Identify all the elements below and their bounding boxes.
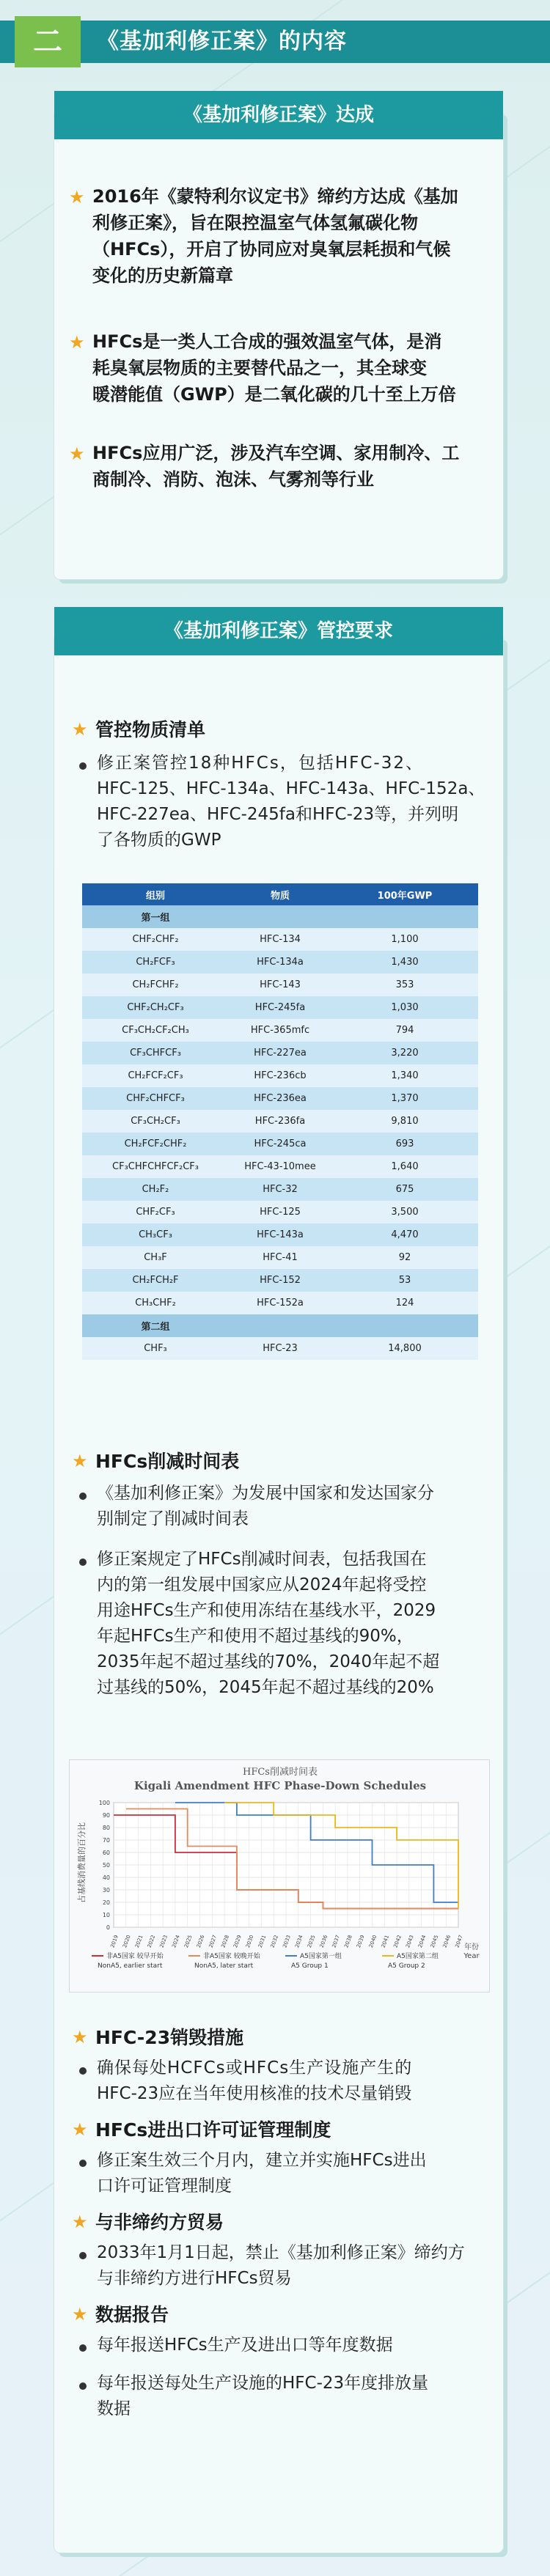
legend-label-en: NonA5, earlier start bbox=[98, 1962, 163, 1970]
table-row bbox=[82, 1337, 478, 1360]
substance-cell: HFC-152 bbox=[229, 1269, 331, 1292]
substance-cell: HFC-143a bbox=[229, 1223, 331, 1246]
star-icon: ★ bbox=[72, 2212, 88, 2232]
x-tick-label: 2023 bbox=[158, 1934, 169, 1949]
agreement-banner bbox=[54, 91, 503, 139]
line: 与非缔约方进行HFCs贸易 bbox=[97, 2269, 292, 2288]
substance-cell: HFC-32 bbox=[229, 1178, 331, 1201]
formula-cell: CF₃CH₂CF₃ bbox=[82, 1110, 229, 1133]
bullet-dot bbox=[79, 2252, 87, 2259]
gwp-cell: 1,640 bbox=[331, 1155, 478, 1178]
table-row bbox=[82, 928, 478, 951]
table-row bbox=[82, 1019, 478, 1042]
formula-cell: CH₂FCF₂CHF₂ bbox=[82, 1133, 229, 1155]
control-banner-title: 《基加利修正案》管控要求 bbox=[164, 620, 393, 642]
substance-cell: HFC-125 bbox=[229, 1201, 331, 1223]
gwp-cell: 1,430 bbox=[331, 951, 478, 974]
formula-cell: CHF₃ bbox=[82, 1337, 229, 1360]
report-item-1: 每年报送HFCs生产及进出口等年度数据 bbox=[97, 2336, 393, 2355]
line: 变化的历史新篇章 bbox=[92, 265, 233, 286]
line: 用途HFCs生产和使用冻结在基线水平，2029 bbox=[97, 1601, 436, 1620]
y-tick-label: 30 bbox=[102, 1887, 110, 1894]
formula-cell: CF₃CHFCHFCF₂CF₃ bbox=[82, 1155, 229, 1178]
x-tick-label: 2040 bbox=[367, 1934, 378, 1949]
y-tick-label: 60 bbox=[102, 1850, 110, 1856]
x-tick-label: 2039 bbox=[356, 1934, 366, 1949]
gwp-cell: 4,470 bbox=[331, 1223, 478, 1246]
line: 修正案管控18种HFCs，包括HFC-32、 bbox=[97, 754, 424, 773]
line: 每年报送每处生产设施的HFC-23年度排放量 bbox=[97, 2374, 429, 2393]
formula-cell: CH₃F bbox=[82, 1246, 229, 1269]
x-tick-label: 2044 bbox=[417, 1934, 428, 1949]
x-tick-label: 2035 bbox=[306, 1934, 317, 1949]
report-item-2 bbox=[97, 2371, 485, 2422]
star-icon: ★ bbox=[72, 2119, 88, 2140]
col-substance: 物质 bbox=[229, 883, 331, 905]
x-tick-label: 2019 bbox=[109, 1934, 120, 1949]
y-tick-label: 80 bbox=[102, 1825, 110, 1831]
line: HFC-227ea、HFC-245fa和HFC-23等，并列明 bbox=[97, 805, 459, 824]
y-tick-label: 90 bbox=[102, 1812, 110, 1819]
table-row bbox=[82, 1246, 478, 1269]
x-tick-label: 2027 bbox=[208, 1934, 219, 1949]
x-tick-label: 2021 bbox=[133, 1934, 144, 1949]
gwp-cell: 92 bbox=[331, 1246, 478, 1269]
substance-cell: HFC-365mfc bbox=[229, 1019, 331, 1042]
x-tick-label: 2031 bbox=[257, 1934, 268, 1949]
formula-cell: CH₂FCHF₂ bbox=[82, 974, 229, 996]
gwp-cell: 353 bbox=[331, 974, 478, 996]
line: （HFCs），开启了协同应对臭氧层耗损和气候 bbox=[92, 239, 451, 260]
formula-cell: CH₃CF₃ bbox=[82, 1223, 229, 1246]
y-tick-label: 40 bbox=[102, 1874, 110, 1881]
formula-cell: CHF₂CHF₂ bbox=[82, 928, 229, 951]
table-row bbox=[82, 1223, 478, 1246]
x-tick-label: 2037 bbox=[331, 1934, 342, 1949]
star-icon: ★ bbox=[72, 2304, 88, 2325]
line: 耗臭氧层物质的主要替代品之一，其全球变 bbox=[92, 358, 427, 378]
bullet-dot bbox=[79, 2067, 87, 2075]
phasedown-text-2 bbox=[97, 1547, 485, 1701]
x-tick-label: 2032 bbox=[269, 1934, 280, 1949]
table-row bbox=[82, 1269, 478, 1292]
substance-cell: HFC-236cb bbox=[229, 1064, 331, 1087]
formula-cell: CH₂F₂ bbox=[82, 1178, 229, 1201]
gwp-cell: 3,220 bbox=[331, 1042, 478, 1064]
substance-cell: HFC-236ea bbox=[229, 1087, 331, 1110]
formula-cell: CH₂FCH₂F bbox=[82, 1269, 229, 1292]
table-row bbox=[82, 1087, 478, 1110]
gwp-cell: 1,340 bbox=[331, 1064, 478, 1087]
x-tick-label: 2026 bbox=[195, 1934, 206, 1949]
substance-cell: HFC-236fa bbox=[229, 1110, 331, 1133]
line: 年起HFCs生产和使用不超过基线的90%， bbox=[97, 1627, 414, 1646]
table-row bbox=[82, 1201, 478, 1223]
gwp-cell: 1,100 bbox=[331, 928, 478, 951]
x-tick-label: 2030 bbox=[244, 1934, 255, 1949]
phasedown-chart-svg bbox=[70, 1760, 491, 1993]
y-tick-label: 50 bbox=[102, 1862, 110, 1869]
hfc23-heading: HFC-23销毁措施 bbox=[95, 2027, 244, 2048]
formula-cell: CHF₂CF₃ bbox=[82, 1201, 229, 1223]
line: HFCs是一类人工合成的强效温室气体，是消 bbox=[92, 331, 442, 352]
star-icon: ★ bbox=[69, 444, 85, 464]
y-tick-label: 0 bbox=[106, 1924, 110, 1931]
substance-cell: HFC-245fa bbox=[229, 996, 331, 1019]
chart-xlabel-cn: 年份 bbox=[464, 1943, 479, 1951]
y-tick-label: 100 bbox=[98, 1800, 110, 1806]
group-row bbox=[82, 1314, 478, 1337]
report-heading: 数据报告 bbox=[95, 2304, 169, 2325]
trade-text bbox=[97, 2240, 485, 2292]
line: 暖潜能值（GWP）是二氧化碳的几十至上万倍 bbox=[92, 384, 456, 405]
gwp-cell: 1,370 bbox=[331, 1087, 478, 1110]
line: HFC-23应在当年使用核准的技术尽量销毁 bbox=[97, 2084, 412, 2103]
gwp-table bbox=[82, 883, 478, 1360]
phasedown-chart bbox=[69, 1759, 490, 1992]
line: 2033年1月1日起，禁止《基加利修正案》缔约方 bbox=[97, 2243, 465, 2262]
formula-cell: CHF₂CHFCF₃ bbox=[82, 1087, 229, 1110]
phasedown-text-1 bbox=[97, 1481, 485, 1532]
formula-cell: CF₃CH₂CF₂CH₃ bbox=[82, 1019, 229, 1042]
x-tick-label: 2022 bbox=[146, 1934, 157, 1949]
section-header bbox=[0, 0, 550, 81]
substance-cell: HFC-245ca bbox=[229, 1133, 331, 1155]
gwp-cell: 794 bbox=[331, 1019, 478, 1042]
section-number: 二 bbox=[15, 16, 81, 67]
chart-title-en: Kigali Amendment HFC Phase-Down Schedules bbox=[133, 1779, 427, 1792]
substance-cell: HFC-152a bbox=[229, 1292, 331, 1314]
line: 2016年《蒙特利尔议定书》缔约方达成《基加 bbox=[92, 186, 458, 207]
line: 2035年起不超过基线的70%，2040年起不超 bbox=[97, 1652, 440, 1671]
x-tick-label: 2028 bbox=[220, 1934, 230, 1949]
line: 过基线的50%，2045年起不超过基线的20% bbox=[97, 1678, 434, 1697]
star-icon: ★ bbox=[72, 1451, 88, 1471]
table-row bbox=[82, 1178, 478, 1201]
line: 利修正案》，旨在限控温室气体氢氟碳化物 bbox=[92, 213, 418, 233]
legend-label-en: A5 Group 2 bbox=[388, 1962, 425, 1970]
hfc23-text bbox=[97, 2056, 485, 2107]
bullet-dot bbox=[79, 2344, 87, 2352]
table-row bbox=[82, 1292, 478, 1314]
controlled-list-heading: 管控物质清单 bbox=[95, 719, 206, 740]
gwp-cell: 14,800 bbox=[331, 1337, 478, 1360]
group-label: 第二组 bbox=[82, 1314, 229, 1337]
table-row bbox=[82, 1155, 478, 1178]
x-tick-label: 2024 bbox=[171, 1934, 181, 1949]
phasedown-heading: HFCs削减时间表 bbox=[95, 1451, 240, 1472]
col-gwp: 100年GWP bbox=[331, 883, 478, 905]
formula-cell: CF₃CHFCF₃ bbox=[82, 1042, 229, 1064]
substance-cell: HFC-227ea bbox=[229, 1042, 331, 1064]
gwp-cell: 9,810 bbox=[331, 1110, 478, 1133]
gwp-cell: 124 bbox=[331, 1292, 478, 1314]
bullet-dot bbox=[79, 1493, 87, 1500]
table-row bbox=[82, 951, 478, 974]
star-icon: ★ bbox=[72, 719, 88, 740]
line: 别制定了削减时间表 bbox=[97, 1509, 249, 1528]
x-tick-label: 2036 bbox=[318, 1934, 329, 1949]
star-icon: ★ bbox=[69, 187, 85, 207]
legend-label-en: NonA5, later start bbox=[194, 1962, 254, 1970]
bullet-dot bbox=[79, 762, 87, 770]
section-title: 《基加利修正案》的内容 bbox=[97, 29, 347, 54]
substance-cell: HFC-134a bbox=[229, 951, 331, 974]
table-row bbox=[82, 996, 478, 1019]
table-row bbox=[82, 1064, 478, 1087]
table-row bbox=[82, 1110, 478, 1133]
gwp-cell: 53 bbox=[331, 1269, 478, 1292]
bullet-dot bbox=[79, 2160, 87, 2167]
substance-cell: HFC-43-10mee bbox=[229, 1155, 331, 1178]
bullet-dot bbox=[79, 2382, 87, 2390]
y-tick-label: 20 bbox=[102, 1899, 110, 1906]
star-icon: ★ bbox=[72, 2027, 88, 2047]
license-heading: HFCs进出口许可证管理制度 bbox=[95, 2119, 331, 2141]
x-tick-label: 2038 bbox=[343, 1934, 353, 1949]
x-tick-label: 2033 bbox=[282, 1934, 292, 1949]
table-row bbox=[82, 974, 478, 996]
legend-label-cn: 非A5国家 较晚开始 bbox=[203, 1953, 260, 1960]
x-tick-label: 2041 bbox=[380, 1934, 391, 1949]
line: 数据 bbox=[97, 2399, 131, 2418]
legend-label-cn: 非A5国家 较早开始 bbox=[106, 1953, 164, 1960]
line: 口许可证管理制度 bbox=[97, 2176, 232, 2196]
x-tick-label: 2029 bbox=[232, 1934, 243, 1949]
chart-title-cn: HFCs削减时间表 bbox=[243, 1767, 318, 1778]
controlled-list-text bbox=[97, 751, 485, 853]
x-tick-label: 2043 bbox=[405, 1934, 415, 1949]
x-tick-label: 2042 bbox=[392, 1934, 403, 1949]
line: 了各物质的GWP bbox=[97, 831, 221, 850]
formula-cell: CH₃CHF₂ bbox=[82, 1292, 229, 1314]
legend-label-cn: A5国家第二组 bbox=[397, 1953, 439, 1960]
line: 确保每处HCFCs或HFCs生产设施产生的 bbox=[97, 2058, 413, 2078]
group-row bbox=[82, 905, 478, 928]
trade-heading: 与非缔约方贸易 bbox=[95, 2212, 224, 2233]
substance-cell: HFC-23 bbox=[229, 1337, 331, 1360]
col-group: 组别 bbox=[82, 883, 229, 905]
gwp-cell: 693 bbox=[331, 1133, 478, 1155]
formula-cell: CHF₂CH₂CF₃ bbox=[82, 996, 229, 1019]
bullet-dot bbox=[79, 1559, 87, 1566]
substance-cell: HFC-143 bbox=[229, 974, 331, 996]
x-tick-label: 2025 bbox=[183, 1934, 194, 1949]
formula-cell: CH₂FCF₂CF₃ bbox=[82, 1064, 229, 1087]
y-tick-label: 10 bbox=[102, 1912, 110, 1918]
gwp-cell: 3,500 bbox=[331, 1201, 478, 1223]
line: 《基加利修正案》为发展中国家和发达国家分 bbox=[97, 1484, 434, 1503]
license-text bbox=[97, 2148, 485, 2199]
line: HFC-125、HFC-134a、HFC-143a、HFC-152a、 bbox=[97, 779, 485, 798]
formula-cell: CH₂FCF₃ bbox=[82, 951, 229, 974]
line: 内的第一组发展中国家应从2024年起将受控 bbox=[97, 1575, 427, 1594]
gwp-cell: 1,030 bbox=[331, 996, 478, 1019]
table-row bbox=[82, 1042, 478, 1064]
y-tick-label: 70 bbox=[102, 1837, 110, 1844]
control-banner bbox=[54, 607, 503, 655]
legend-label-en: A5 Group 1 bbox=[291, 1962, 329, 1970]
line: 修正案生效三个月内，建立并实施HFCs进出 bbox=[97, 2151, 427, 2170]
x-tick-label: 2020 bbox=[122, 1934, 132, 1949]
substance-cell: HFC-41 bbox=[229, 1246, 331, 1269]
x-tick-label: 2047 bbox=[454, 1934, 464, 1949]
x-tick-label: 2034 bbox=[294, 1934, 304, 1949]
line: 商制冷、消防、泡沫、气雾剂等行业 bbox=[92, 469, 374, 490]
legend-label-cn: A5国家第一组 bbox=[300, 1953, 342, 1960]
table-row bbox=[82, 1133, 478, 1155]
x-tick-label: 2045 bbox=[429, 1934, 440, 1949]
gwp-cell: 675 bbox=[331, 1178, 478, 1201]
chart-ylabel: 占基线消费量的百分比 bbox=[77, 1822, 87, 1903]
star-icon: ★ bbox=[69, 332, 85, 353]
line: 修正案规定了HFCs削减时间表，包括我国在 bbox=[97, 1550, 427, 1569]
substance-cell: HFC-134 bbox=[229, 928, 331, 951]
x-tick-label: 2046 bbox=[441, 1934, 452, 1949]
group-label: 第一组 bbox=[82, 905, 229, 928]
chart-xlabel-en: Year bbox=[463, 1952, 480, 1960]
line: HFCs应用广泛，涉及汽车空调、家用制冷、工 bbox=[92, 443, 460, 463]
agreement-banner-title: 《基加利修正案》达成 bbox=[183, 104, 374, 126]
